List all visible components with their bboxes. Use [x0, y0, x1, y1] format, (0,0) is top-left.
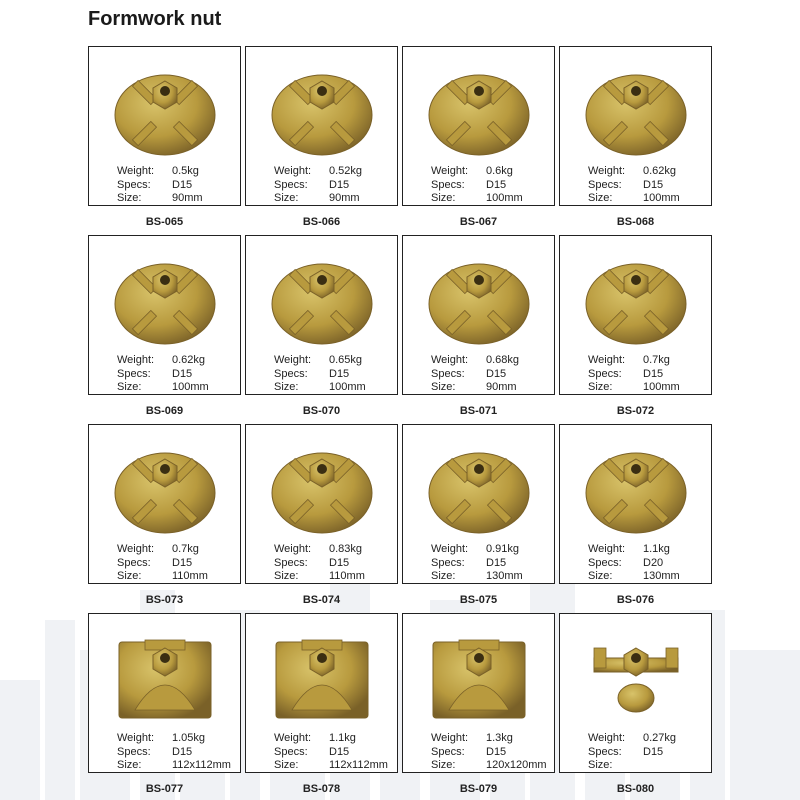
weight-value: 0.27kg [643, 732, 677, 744]
weight-label: Weight: [588, 732, 626, 744]
weight-label: Weight: [431, 732, 469, 744]
page-title: Formwork nut [88, 8, 222, 30]
size-label: Size: [274, 192, 299, 204]
specs-value: D15 [643, 367, 664, 380]
product-specs [588, 732, 676, 773]
specs-value: D15 [486, 745, 507, 758]
product-card [402, 424, 555, 584]
weight-label: Weight: [588, 165, 626, 177]
size-value: 100mm [643, 381, 680, 393]
product-card [245, 613, 398, 773]
specs-label: Specs: [117, 745, 151, 758]
size-value: 130mm [486, 570, 523, 582]
size-label: Size: [117, 759, 142, 771]
product-code: BS-073 [145, 594, 184, 606]
size-value: 120x120mm [486, 759, 547, 771]
specs-label: Specs: [431, 556, 465, 569]
specs-label: Specs: [117, 556, 151, 569]
product-card [559, 46, 712, 206]
weight-label: Weight: [117, 543, 155, 555]
product-specs [117, 732, 231, 773]
square-plate-nut-icon [262, 620, 382, 730]
product-code: BS-078 [302, 783, 341, 795]
product-card [88, 235, 241, 395]
product-code: BS-070 [302, 405, 341, 417]
size-label: Size: [117, 381, 142, 393]
specs-label: Specs: [588, 556, 622, 569]
product-specs [431, 354, 519, 395]
product-card [88, 46, 241, 206]
product-code: BS-074 [302, 594, 341, 606]
size-label: Size: [274, 381, 299, 393]
weight-value: 0.52kg [329, 165, 363, 177]
product-card [88, 613, 241, 773]
specs-label: Specs: [274, 556, 308, 569]
round-wing-nut-icon [419, 242, 539, 352]
product-card [559, 235, 712, 395]
weight-label: Weight: [431, 543, 469, 555]
specs-value: D15 [172, 178, 193, 191]
size-label: Size: [117, 192, 142, 204]
round-wing-nut-icon [419, 53, 539, 163]
specs-value: D15 [486, 367, 507, 380]
specs-label: Specs: [274, 178, 308, 191]
specs-value: D15 [486, 556, 507, 569]
size-label: Size: [274, 570, 299, 582]
product-specs [274, 165, 362, 206]
product-specs [431, 165, 523, 206]
size-value: 100mm [172, 381, 209, 393]
round-wing-nut-icon [576, 53, 696, 163]
size-label: Size: [274, 759, 299, 771]
product-specs [274, 354, 366, 395]
product-card [559, 613, 712, 773]
round-wing-nut-icon [576, 431, 696, 541]
round-wing-nut-icon [576, 242, 696, 352]
size-value: 90mm [486, 381, 517, 393]
weight-value: 0.62kg [172, 354, 206, 366]
product-card [245, 424, 398, 584]
size-label: Size: [588, 192, 613, 204]
weight-label: Weight: [274, 732, 312, 744]
square-plate-nut-icon [419, 620, 539, 730]
specs-value: D15 [172, 367, 193, 380]
weight-label: Weight: [274, 543, 312, 555]
weight-value: 0.65kg [329, 354, 363, 366]
specs-label: Specs: [588, 367, 622, 380]
size-value: 100mm [329, 381, 366, 393]
size-label: Size: [431, 570, 456, 582]
weight-value: 0.5kg [172, 165, 199, 177]
product-code: BS-066 [302, 216, 341, 228]
product-specs [117, 165, 203, 206]
specs-label: Specs: [117, 367, 151, 380]
specs-label: Specs: [588, 178, 622, 191]
product-specs [588, 165, 680, 206]
product-code: BS-065 [145, 216, 184, 228]
weight-label: Weight: [274, 165, 312, 177]
specs-label: Specs: [588, 745, 622, 758]
size-value: 90mm [172, 192, 203, 204]
product-code: BS-079 [459, 783, 498, 795]
specs-label: Specs: [274, 367, 308, 380]
size-label: Size: [588, 381, 613, 393]
weight-value: 0.91kg [486, 543, 520, 555]
size-value: 110mm [172, 570, 208, 582]
weight-value: 1.3kg [486, 732, 513, 744]
weight-label: Weight: [588, 354, 626, 366]
specs-value: D15 [329, 745, 350, 758]
product-specs [117, 354, 209, 395]
weight-value: 1.1kg [643, 543, 670, 555]
size-value: 112x112mm [329, 759, 388, 771]
weight-value: 0.62kg [643, 165, 677, 177]
product-specs [431, 543, 523, 584]
size-value: 130mm [643, 570, 680, 582]
specs-value: D15 [329, 556, 350, 569]
weight-value: 0.7kg [172, 543, 199, 555]
specs-value: D15 [643, 745, 664, 758]
product-code: BS-072 [616, 405, 655, 417]
weight-value: 1.05kg [172, 732, 206, 744]
specs-label: Specs: [431, 367, 465, 380]
weight-value: 0.68kg [486, 354, 520, 366]
product-code: BS-067 [459, 216, 498, 228]
round-wing-nut-icon [105, 431, 225, 541]
specs-value: D15 [329, 367, 350, 380]
square-plate-nut-icon [105, 620, 225, 730]
wing-nut-icon [576, 620, 696, 730]
product-code: BS-076 [616, 594, 655, 606]
size-label: Size: [117, 570, 142, 582]
product-specs [588, 354, 680, 395]
specs-label: Specs: [431, 178, 465, 191]
round-wing-nut-icon [262, 431, 382, 541]
size-label: Size: [431, 759, 456, 771]
product-card [402, 613, 555, 773]
weight-label: Weight: [431, 354, 469, 366]
size-value: 100mm [486, 192, 523, 204]
product-code: BS-069 [145, 405, 184, 417]
specs-label: Specs: [274, 745, 308, 758]
product-specs [274, 543, 365, 584]
product-code: BS-068 [616, 216, 655, 228]
weight-label: Weight: [117, 165, 155, 177]
product-card [88, 424, 241, 584]
product-card [245, 235, 398, 395]
round-wing-nut-icon [105, 53, 225, 163]
specs-value: D15 [172, 556, 193, 569]
weight-label: Weight: [431, 165, 469, 177]
product-card [402, 235, 555, 395]
weight-label: Weight: [117, 354, 155, 366]
product-specs [117, 543, 208, 584]
size-label: Size: [588, 759, 613, 771]
round-wing-nut-icon [105, 242, 225, 352]
round-wing-nut-icon [419, 431, 539, 541]
weight-label: Weight: [588, 543, 626, 555]
product-code: BS-075 [459, 594, 498, 606]
weight-value: 0.7kg [643, 354, 670, 366]
size-label: Size: [431, 192, 456, 204]
product-code: BS-071 [459, 405, 498, 417]
specs-value: D15 [643, 178, 664, 191]
weight-label: Weight: [117, 732, 155, 744]
specs-value: D15 [172, 745, 193, 758]
size-value: 90mm [329, 192, 360, 204]
product-card [245, 46, 398, 206]
weight-value: 0.83kg [329, 543, 363, 555]
weight-label: Weight: [274, 354, 312, 366]
product-specs [431, 732, 547, 773]
size-value: 100mm [643, 192, 680, 204]
weight-value: 0.6kg [486, 165, 513, 177]
round-wing-nut-icon [262, 53, 382, 163]
specs-label: Specs: [431, 745, 465, 758]
size-value: 112x112mm [172, 759, 231, 771]
product-specs [274, 732, 388, 773]
product-card [402, 46, 555, 206]
specs-value: D15 [329, 178, 350, 191]
size-label: Size: [431, 381, 456, 393]
product-code: BS-080 [616, 783, 655, 795]
product-card [559, 424, 712, 584]
specs-value: D20 [643, 556, 664, 569]
size-label: Size: [588, 570, 613, 582]
size-value: 110mm [329, 570, 365, 582]
product-specs [588, 543, 680, 584]
product-code: BS-077 [145, 783, 184, 795]
weight-value: 1.1kg [329, 732, 356, 744]
round-wing-nut-icon [262, 242, 382, 352]
specs-value: D15 [486, 178, 507, 191]
specs-label: Specs: [117, 178, 151, 191]
